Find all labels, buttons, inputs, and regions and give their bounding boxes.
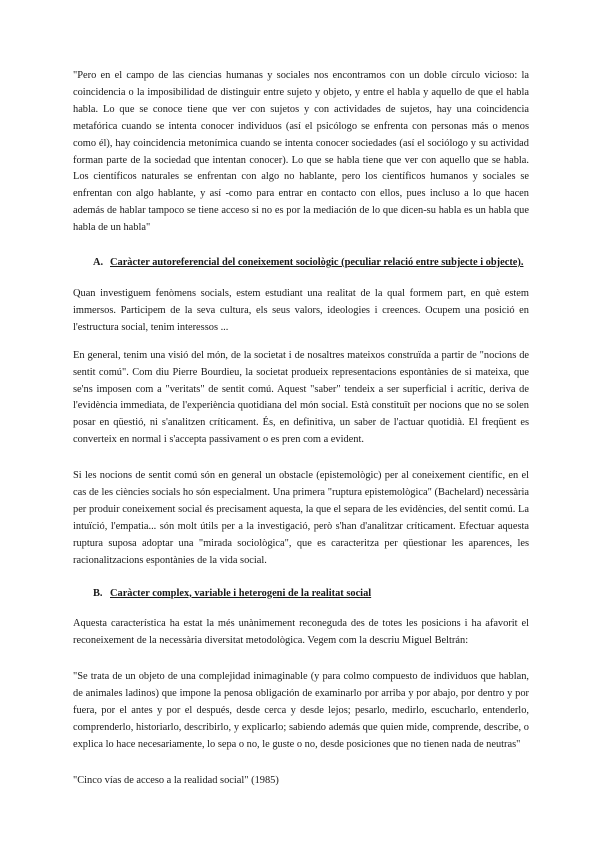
section-a-heading [93, 255, 529, 272]
section-a-letter: A. [93, 257, 104, 269]
section-a-paragraph-3: Si les nocions de sentit comú són en general un obstacle (epistemològic) per al coneixement científic, en el cas de les ciències socials ho són especialment. Una primera "ruptura epistemològica" (Bachelard) necessària per produir coneixement social és precisament aquesta, la que el separa de les evidències, del sentit comú. La intuïció, l'empatia... són molt útils per a la investigació, però s'han d'analitzar críticament. Efectuar aquesta ruptura suposa adoptar una "mirada sociològica", que es caracteritza per qüestionar les aparences, les racionalitzacions espontànies de la vida social. [73, 470, 529, 566]
section-b-quote: "Se trata de un objeto de una complejidad inimaginable (y para colmo compuesto de individuos que hablan, de animales ladinos) que impone la penosa obligación de examinarlo por arriba y por abajo, por dentro y por fuera, por el antes y por el después, desde cerca y desde lejos; pesarlo, medirlo, escucharlo, entenderlo, comprenderlo, historiarlo, describirlo, y explicarlo; sabiendo además que quien mide, comprende, describe, o explica lo hace necesariamente, lo sepa o no, le guste o no, desde posiciones que no tienen nada de neutras" [73, 671, 529, 750]
section-a-title: Caràcter autoreferencial del coneixement sociològic (peculiar relació entre subjecte i objecte). [110, 257, 524, 269]
section-b-heading [93, 586, 529, 603]
section-a-paragraph-1: Quan investiguem fenòmens socials, estem estudiant una realitat de la qual formem part, en què estem immersos. Participem de la seva cultura, els seus valors, ideologies i creences. Ocupem una posició en l'estructura social, tenim interessos ... [73, 287, 529, 333]
section-b-title: Caràcter complex, variable i heterogeni de la realitat social [110, 587, 372, 599]
section-b-paragraph-1: Aquesta característica ha estat la més unànimement reconeguda des de totes les posicions i ha afavorit el reconeixement de la necessària diversitat metodològica. Vegem com la descriu Miguel Beltrán: [73, 618, 529, 647]
section-b-letter: B. [93, 587, 103, 599]
document-page [73, 68, 529, 790]
intro-quote: "Pero en el campo de las ciencias humanas y sociales nos encontramos con un doble círculo vicioso: la coincidencia o la imposibilidad de distinguir entre sujeto y objeto, y entre el habla y aquello de que el habla habla. Lo que se conoce tiene que ver con sujetos y con actividades de sujetos, hay una coincidencia metafórica cuando se intenta conocer individuos (así el psicólogo se enfrenta con personas más o menos como él), hay coincidencia metonímica cuando se intenta conocer sociedades (así el sociólogo y su actividad forman parte de la sociedad que intentan conocer). Lo que se habla tiene que ver con aquello que se habla. Los científicos naturales se enfrentan con algo no hablante, pero los científicos humanos y sociales se enfrentan con algo hablante, y así -como para entrar en contacto con ellos, pues incluso a lo que hacen además de hablar tampoco se tiene acceso si no es por la mediación de lo que dicen-su habla es un habla que habla de un habla" [73, 70, 529, 234]
section-b-citation: "Cinco vías de acceso a la realidad social" (1985) [73, 774, 279, 786]
section-a-paragraph-2: En general, tenim una visió del món, de la societat i de nosaltres mateixos construïda a partir de "nocions de sentit comú". Com diu Pierre Bourdieu, la societat produeix representacions espontànies de si mateixa, que se'ns imposen com a "veritats" de sentit comú. Aquest "saber" tendeix a ser superficial i acrític, deriva de l'evidència immediata, de l'experiència quotidiana del món social. Està constituït per nocions que no se solen posar en qüestió, ni s'analitzen críticament. És, en definitiva, un saber de l'actuar quotidià. El freqüent es converteix en normal i s'accepta passivament o es pren com a evident. [73, 349, 529, 446]
